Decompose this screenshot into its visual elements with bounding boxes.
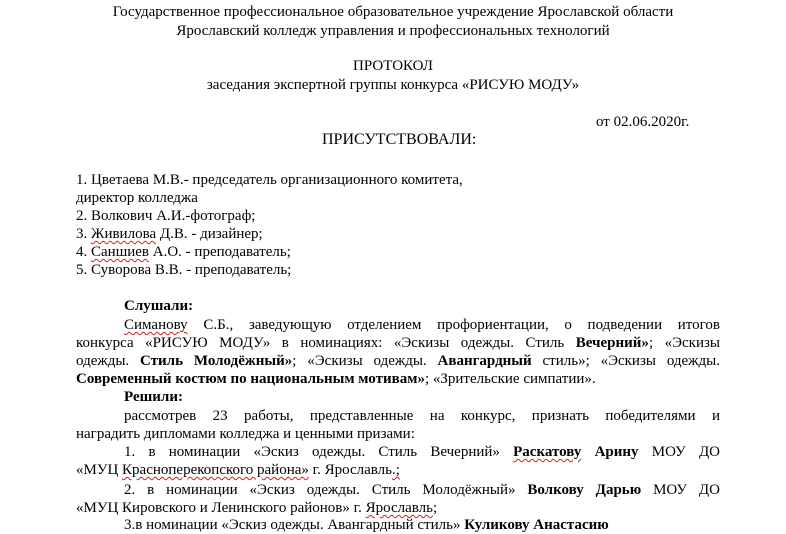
attendee-name: Саншиев bbox=[91, 244, 150, 260]
decided-heading: Решили: bbox=[124, 389, 183, 405]
winner-1: 1. в номинации «Эскиз одежды. Стиль Вечерний» Раскатову Арину МОУ ДО bbox=[124, 444, 721, 460]
decided-line-2: наградить дипломами колледжа и ценными призами: bbox=[76, 426, 415, 442]
attendee-name: Живилова bbox=[91, 226, 157, 242]
decided-line-1: рассмотрев 23 работы, представленные на конкурс, признать победителями и bbox=[124, 408, 720, 424]
attendee-name: Цветаева М.В. bbox=[91, 172, 184, 188]
attendee-1-continued: директор колледжа bbox=[76, 190, 198, 206]
winner-2: 2. в номинации «Эскиз одежды. Стиль Молодёжный» Волкову Дарью МОУ ДО bbox=[124, 482, 720, 498]
present-heading: ПРИСУТСТВОВАЛИ: bbox=[322, 131, 477, 148]
heard-line-4: Современный костюм по национальным мотивам»; «Зрительские симпатии». bbox=[76, 371, 596, 387]
winner-1-continued: «МУЦ Краснoперекопского района» г. Ярославль.; bbox=[76, 462, 400, 478]
header-college: Ярославский колледж управления и профессиональных технологий bbox=[176, 23, 610, 39]
winner-3: 3.в номинации «Эскиз одежды. Авангардный стиль» Куликову Анастасию bbox=[124, 517, 609, 533]
heard-line-3: одежды. Стиль Молодёжный»; «Эскизы одежды. Авангардный стиль»; «Эскизы одежды. bbox=[76, 353, 720, 369]
attendee-3: 3. Живилова Д.В. - дизайнер; bbox=[76, 226, 263, 242]
document-date: от 02.06.2020г. bbox=[596, 114, 690, 130]
attendee-5: 5. Суворова В.В. - преподаватель; bbox=[76, 262, 292, 278]
header-institution: Государственное профессиональное образовательное учреждение Ярославской области bbox=[112, 4, 674, 20]
document-title: ПРОТОКОЛ bbox=[353, 58, 433, 74]
attendee-2: 2. Волкович А.И.-фотограф; bbox=[76, 208, 256, 224]
attendee-4: 4. Саншиев А.О. - преподаватель; bbox=[76, 244, 291, 260]
attendee-name: Волкович А.И. bbox=[91, 208, 186, 224]
winner-2-continued: «МУЦ Кировского и Ленинского районов» г. Ярославль; bbox=[76, 500, 438, 516]
attendee-name: Суворова В.В. bbox=[91, 262, 183, 278]
attendee-1: 1. Цветаева М.В.- председатель организационного комитета, bbox=[76, 172, 463, 188]
heard-line-1: Симанову С.Б., заведующую отделением профориентации, о подведении итогов bbox=[124, 317, 720, 333]
heard-heading: Слушали: bbox=[124, 298, 194, 314]
document-subtitle: заседания экспертной группы конкурса «РИСУЮ МОДУ» bbox=[206, 77, 580, 93]
heard-line-2: конкурса «РИСУЮ МОДУ» в номинациях: «Эскизы одежды. Стиль Вечерний»; «Эскизы bbox=[76, 335, 721, 351]
